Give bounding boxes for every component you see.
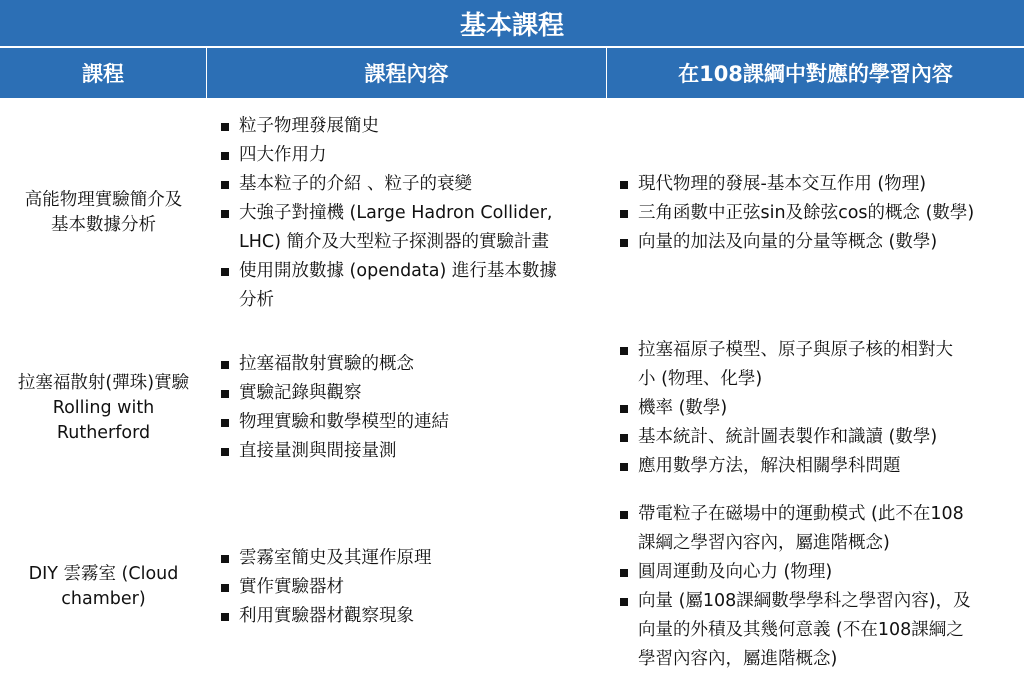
list-item (618, 336, 1018, 394)
list-item-text: 粒子物理發展簡史 (239, 115, 379, 136)
table-row (0, 108, 1024, 318)
list-item (219, 544, 599, 573)
list-item (219, 573, 599, 602)
list-item (219, 350, 599, 379)
list-item-text: 直接量測與間接量測 (239, 441, 397, 461)
learning-list (618, 170, 1018, 257)
list-item (219, 141, 599, 170)
list-item-text: 機率 (數學) (638, 397, 728, 418)
list-item-text: 圓周運動及向心力 (物理) (638, 562, 833, 582)
course-name-line: Rolling with (52, 397, 155, 418)
course-name-cell (0, 328, 207, 488)
list-item (618, 558, 1018, 587)
learning-list (618, 500, 1018, 674)
table-header-row (0, 48, 1024, 98)
list-item-text: 大強子對撞機 (Large Hadron Collider, (239, 202, 553, 223)
list-item-text: 基本粒子的介紹 、粒子的衰變 (239, 173, 473, 194)
header-content: 課程內容 (207, 48, 607, 98)
list-item-text: 四大作用力 (239, 144, 327, 165)
list-item-text: 帶電粒子在磁場中的運動模式 (此不在108 (638, 504, 964, 524)
list-item (618, 423, 1018, 452)
course-name-line: Rutherford (56, 422, 151, 443)
list-item-text: 向量 (屬108課綱數學學科之學習內容)，及 (638, 591, 971, 611)
list-item (219, 257, 599, 315)
course-name-line: 高能物理實驗簡介及 (24, 190, 183, 210)
list-item-text: 利用實驗器材觀察現象 (239, 605, 414, 626)
list-item-text: 使用開放數據 (opendata) 進行基本數據 (239, 260, 557, 281)
list-item-text: 現代物理的發展-基本交互作用 (物理) (638, 173, 927, 194)
course-name-cell (0, 108, 207, 318)
list-item-text: 雲霧室簡史及其運作原理 (239, 547, 432, 568)
learning-list (618, 336, 1018, 481)
list-item (219, 602, 599, 631)
list-item (219, 379, 599, 408)
list-item-text: 小 (物理、化學) (638, 368, 763, 389)
list-item (618, 170, 1018, 199)
list-item-text: 應用數學方法，解決相關學科問題 (638, 455, 901, 476)
learning-content-cell (607, 328, 1024, 488)
list-item-text: 實驗記錄與觀察 (239, 383, 362, 403)
list-item (618, 199, 1018, 228)
list-item (219, 170, 599, 199)
list-item-text: 分析 (239, 289, 274, 310)
learning-content-cell (607, 108, 1024, 318)
list-item (618, 394, 1018, 423)
list-item-text: 向量的加法及向量的分量等概念 (數學) (638, 231, 938, 252)
list-item (219, 199, 599, 257)
list-item (618, 228, 1018, 257)
list-item-text: 學習內容內，屬進階概念) (638, 649, 838, 669)
course-content-cell (207, 498, 607, 676)
course-content-cell (207, 328, 607, 488)
course-name-cell (0, 498, 207, 676)
course-name-line: 拉塞福散射(彈珠)實驗 (17, 372, 190, 393)
learning-content-cell (607, 498, 1024, 676)
list-item (618, 500, 1018, 558)
list-item-text: 物理實驗和數學模型的連結 (239, 412, 449, 432)
course-name-line: DIY 雲霧室 (Cloud (28, 564, 179, 584)
table-row (0, 498, 1024, 676)
list-item-text: LHC) 簡介及大型粒子探測器的實驗計畫 (239, 231, 550, 252)
course-name-line: 基本數據分析 (51, 215, 156, 235)
list-item (618, 452, 1018, 481)
course-name-line: chamber) (61, 589, 146, 609)
list-item-text: 實作實驗器材 (239, 576, 344, 597)
content-list (219, 350, 599, 466)
list-item (219, 408, 599, 437)
list-item-text: 基本統計、統計圖表製作和識讀 (數學) (638, 426, 938, 447)
list-item (618, 587, 1018, 674)
header-course: 課程 (0, 48, 207, 98)
list-item-text: 向量的外積及其幾何意義 (不在108課綱之 (638, 620, 964, 640)
header-learning: 在108課綱中對應的學習內容 (678, 62, 953, 86)
content-list (219, 544, 599, 631)
content-list (219, 112, 599, 315)
table-row (0, 328, 1024, 488)
course-content-cell (207, 108, 607, 318)
list-item-text: 拉塞福原子模型、原子與原子核的相對大 (638, 339, 953, 360)
list-item-text: 拉塞福散射實驗的概念 (239, 354, 414, 374)
list-item-text: 三角函數中正弦sin及餘弦cos的概念 (數學) (638, 202, 975, 223)
list-item (219, 437, 599, 466)
list-item-text: 課綱之學習內容內，屬進階概念) (638, 533, 890, 553)
list-item (219, 112, 599, 141)
table-title: 基本課程 (0, 0, 1024, 46)
